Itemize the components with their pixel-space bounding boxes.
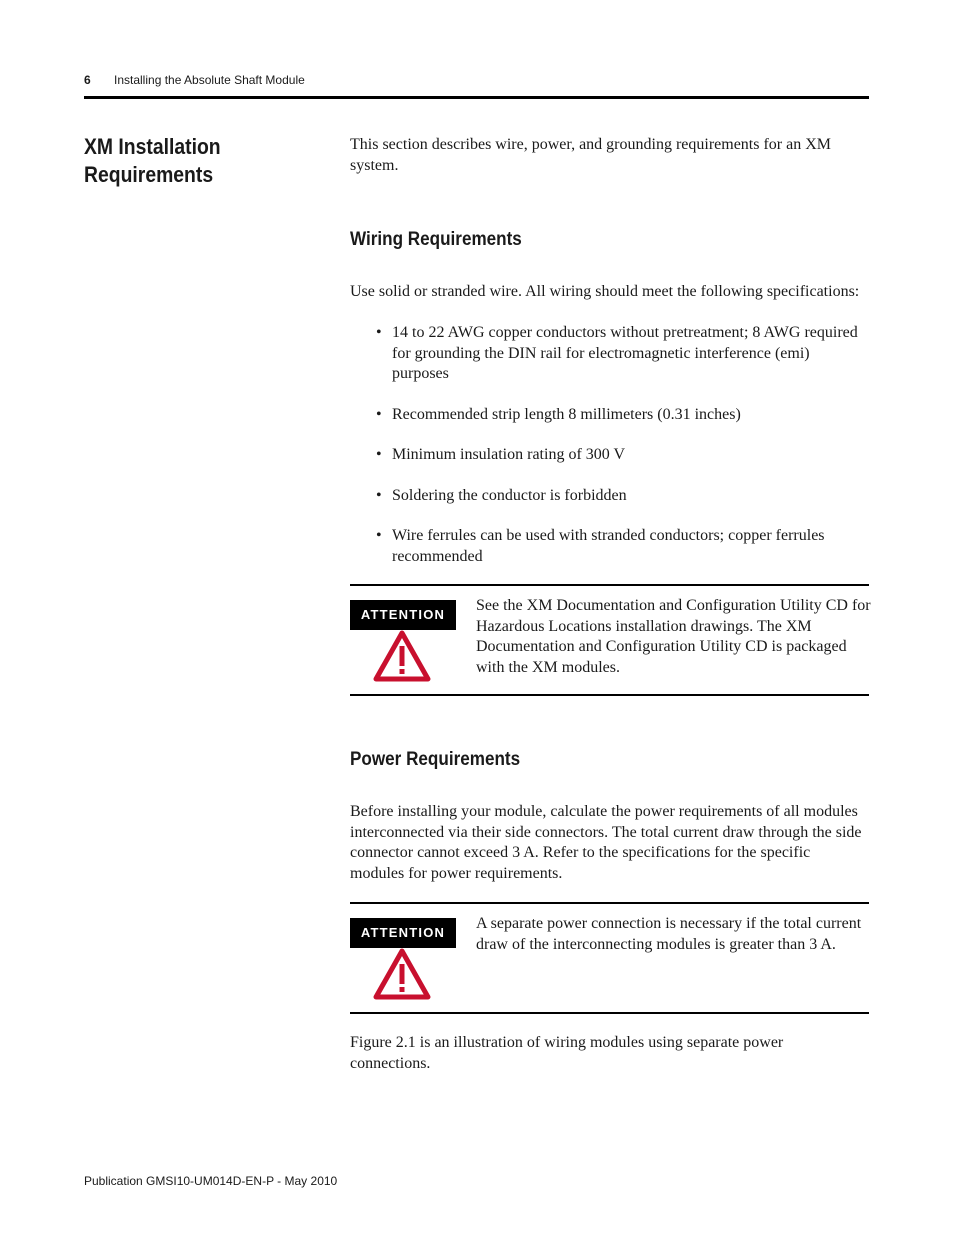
wiring-heading: Wiring Requirements [350, 229, 522, 250]
attention-text: See the XM Documentation and Configuration Utility CD for Hazardous Locations installation drawings. The XM Documentation and Configuration Utility CD is packaged with the XM modules. [476, 597, 871, 676]
wiring-spec-list [376, 323, 866, 587]
power-text: Before installing your module, calculate the power requirements of all modules interconnected via their side connectors. The total current draw through the side connector cannot exceed 3 A. Refer to the specifications for the specific modules for power requirements. [350, 803, 862, 882]
page-footer: Publication GMSI10-UM014D-EN-P - May 2010 [84, 1174, 338, 1188]
attention-box-power [350, 902, 869, 1014]
page-header [84, 73, 869, 97]
attention-text: A separate power connection is necessary if the total current draw of the interconnecting modules is greater than 3 A. [476, 915, 862, 953]
warning-triangle-icon [373, 630, 431, 682]
attention-badge: ATTENTION [350, 600, 456, 630]
list-item: • Soldering the conductor is forbidden [376, 486, 866, 507]
wiring-intro: Use solid or stranded wire. All wiring should meet the following specifications: [350, 283, 860, 300]
power-heading: Power Requirements [350, 749, 521, 770]
section-title: XM Installation Requirements [84, 134, 221, 187]
section-intro: This section describes wire, power, and grounding requirements for an XM system. [350, 136, 832, 174]
running-title: Installing the Absolute Shaft Module [114, 73, 305, 87]
attention-badge: ATTENTION [350, 918, 456, 948]
list-item: • Minimum insulation rating of 300 V [376, 445, 866, 466]
attention-box-hazardous [350, 584, 869, 696]
figure-reference: Figure 2.1 is an illustration of wiring modules using separate power connections. [350, 1034, 784, 1072]
list-item: • Wire ferrules can be used with stranded conductors; copper ferrules recommended [376, 526, 866, 567]
list-item: • 14 to 22 AWG copper conductors without pretreatment; 8 AWG required for grounding the DIN rail for electromagnetic interference (emi) purposes [376, 323, 866, 385]
page-number: 6 [84, 73, 91, 87]
warning-triangle-icon [373, 948, 431, 1000]
header-rule [84, 96, 869, 99]
list-item: • Recommended strip length 8 millimeters (0.31 inches) [376, 405, 866, 426]
